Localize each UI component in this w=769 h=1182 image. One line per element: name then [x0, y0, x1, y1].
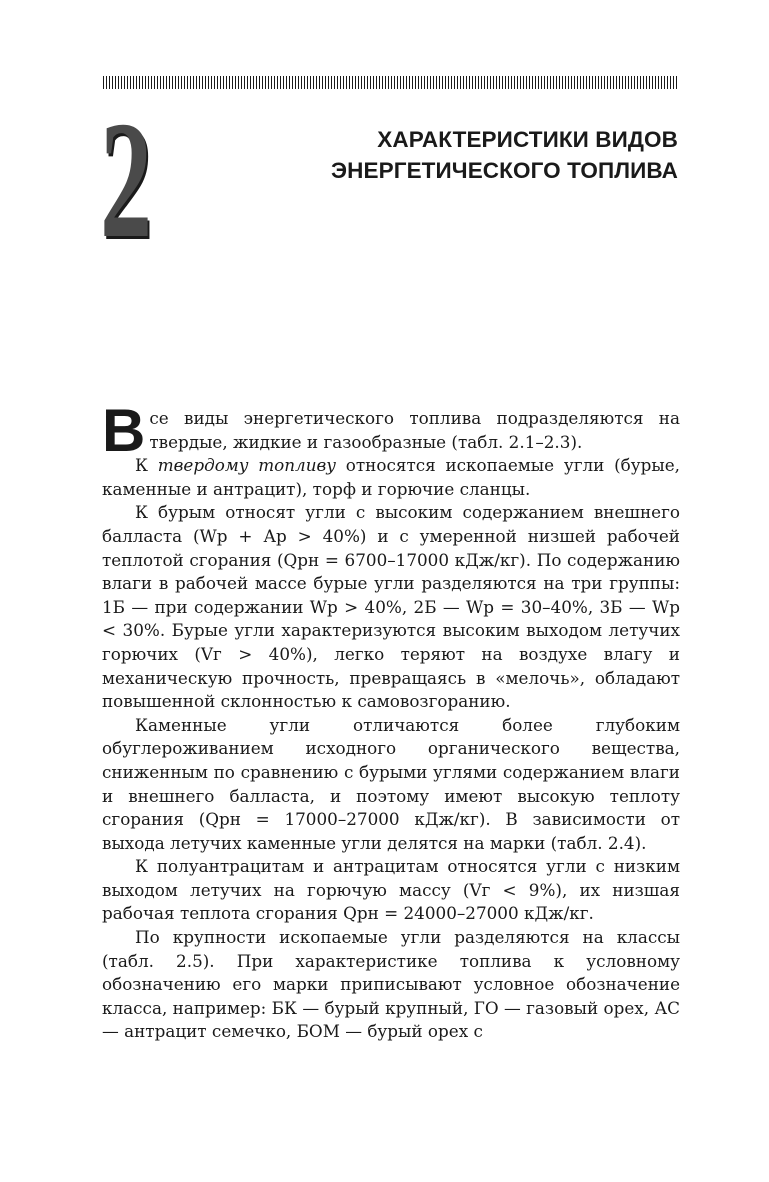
paragraph-1-text: се виды энергетического топлива подразделяются на твердые, жидкие и газообразные (табл. 2.1–2.3). [149, 408, 680, 452]
paragraph-2 [102, 454, 680, 501]
paragraph-3: К бурым относят угли с высоким содержанием внешнего балласта (Wр + Ар > 40%) и с умеренной низшей рабочей теплотой сгорания (Qрн = 6700–17000 кДж/кг). По содержанию влаги в рабочей массе бурые угли разделяются на три группы: 1Б — при содержании Wр > 40%, 2Б — Wр = 30–40%, 3Б — Wр < 30%. Бурые угли характеризуются высоким выходом летучих горючих (Vг > 40%), легко теряют на воздухе влагу и механическую прочность, превращаясь в «мелочь», обладают повышенной склонностью к самовозгоранию. [102, 502, 680, 712]
drop-cap: В [102, 397, 146, 464]
chapter-title [240, 124, 678, 186]
paragraph-2-emphasis: твердому топливу [157, 455, 337, 476]
chapter-title-line-1: ХАРАКТЕРИСТИКИ ВИДОВ [377, 127, 678, 152]
decorative-header-rule [103, 76, 678, 89]
paragraph-5: К полуантрацитам и антрацитам относятся угли с низким выходом летучих на горючую массу (Vг < 9%), их низшая рабочая теплота сгорания Qрн = 24000–27000 кДж/кг. [102, 856, 680, 924]
chapter-number-digit: 2 [100, 118, 153, 268]
paragraph-6: По крупности ископаемые угли разделяются на классы (табл. 2.5). При характеристике топлива к условному обозначению его марки приписывают условное обозначение класса, например: БК — бурый крупный, ГО — газовый орех, АС — антрацит семечко, БОМ — бурый орех с [102, 927, 680, 1042]
body-text [102, 397, 680, 1044]
paragraph-2-text: относятся ископаемые угли (бурые, каменные и антрацит), торф и горючие сланцы. [102, 455, 680, 499]
chapter-title-line-2: ЭНЕРГЕТИЧЕСКОГО ТОПЛИВА [331, 158, 678, 183]
paragraph-4: Каменные угли отличаются более глубоким обуглероживанием исходного органического вещества, сниженным по сравнению с бурыми углями содержанием влаги и внешнего балласта, и поэтому имеют высокую теплоту сгорания (Qрн = 17000–27000 кДж/кг). В зависимости от выхода летучих каменные угли делятся на марки (табл. 2.4). [102, 714, 680, 853]
paragraph-2-lead: К [135, 455, 158, 476]
paragraph-1 [102, 397, 680, 464]
chapter-number [96, 118, 176, 268]
